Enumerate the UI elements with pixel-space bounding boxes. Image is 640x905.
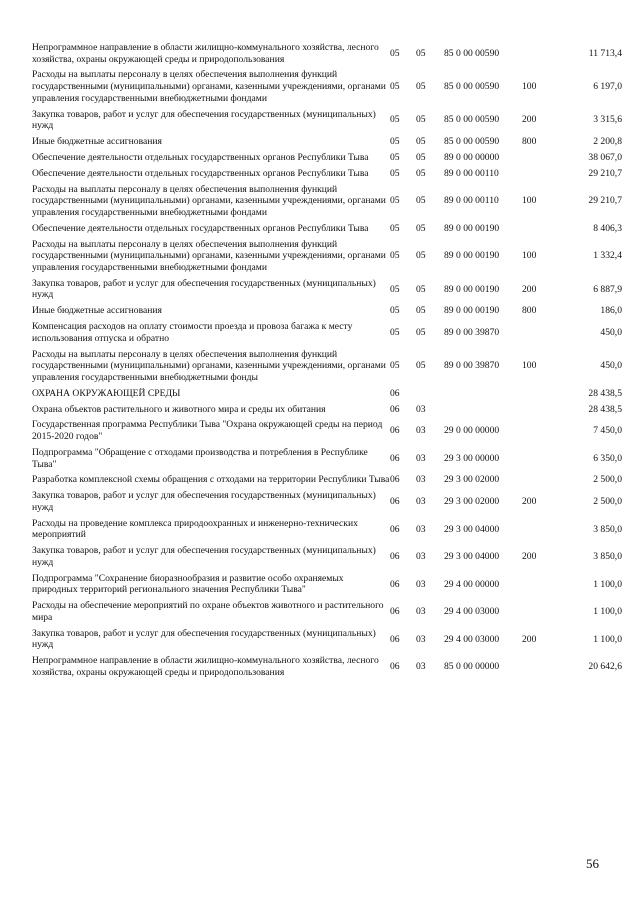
expense-name-cell: Расходы на выплаты персоналу в целях обеспечения выполнения функций государственными (муниципальными) органами, казенными учреждениями, органами управления государственными внебюджетными фондами	[32, 238, 386, 273]
subsection-code-cell: 05	[416, 222, 426, 234]
expense-name-cell: Расходы на выплаты персоналу в целях обеспечения выполнения функций государственными (муниципальными) органами, казенными учреждениями, органами управления государственными внебюджетными фонды	[32, 348, 386, 383]
section-code-cell: 06	[390, 551, 400, 563]
table-row	[32, 545, 622, 572]
subsection-code-cell: 05	[416, 81, 426, 93]
target-article-code-cell: 89 0 00 00190	[444, 250, 500, 262]
table-row	[32, 184, 622, 223]
target-article-code-cell: 29 0 00 00000	[444, 425, 500, 437]
amount-cell: 29 210,7	[588, 167, 622, 179]
expense-type-code-cell	[522, 573, 558, 600]
expense-type-code-cell: 200	[522, 496, 537, 508]
section-code-cell: 06	[390, 496, 400, 508]
table-row	[32, 136, 622, 152]
expense-type-code-cell: 100	[522, 360, 537, 372]
subsection-code-cell: 05	[416, 47, 426, 59]
target-article-code-cell: 85 0 00 00590	[444, 47, 500, 59]
expense-type-code-cell	[522, 321, 558, 348]
table-row	[32, 404, 622, 420]
subsection-code-cell: 03	[416, 661, 426, 673]
expense-name-cell: Расходы на проведение комплекса природоохранных и инженерно-технических мероприятий	[32, 517, 358, 541]
budget-table-body	[32, 42, 622, 683]
amount-cell: 1 332,4	[593, 250, 622, 262]
section-code-cell: 06	[390, 403, 400, 415]
expense-type-code-cell: 800	[522, 305, 537, 317]
target-article-code-cell: 85 0 00 00000	[444, 661, 500, 673]
expense-name-cell: Подпрограмма "Сохранение биоразнообразия и развитие особо охраняемых природных территорий регионального значения Республики Тыва"	[32, 572, 344, 596]
section-code-cell: 06	[390, 633, 400, 645]
target-article-code-cell: 29 4 00 00000	[444, 578, 500, 590]
subsection-code-cell: 05	[416, 360, 426, 372]
expense-type-code-cell: 200	[522, 551, 537, 563]
section-code-cell: 06	[390, 523, 400, 535]
amount-cell: 20 642,6	[588, 661, 622, 673]
target-article-code-cell: 29 3 00 02000	[444, 496, 500, 508]
table-row	[32, 447, 622, 474]
budget-table	[32, 42, 622, 683]
amount-cell: 7 450,0	[593, 425, 622, 437]
target-article-code-cell: 89 0 00 00000	[444, 151, 500, 163]
subsection-code-cell: 05	[416, 250, 426, 262]
expense-name-cell: Обеспечение деятельности отдельных государственных органов Республики Тыва	[32, 151, 369, 163]
amount-cell: 8 406,3	[593, 222, 622, 234]
target-article-code-cell: 29 3 00 04000	[444, 523, 500, 535]
amount-cell: 11 713,4	[588, 47, 622, 59]
table-row	[32, 239, 622, 278]
subsection-code-cell: 03	[416, 606, 426, 618]
expense-name-cell: Непрограммное направление в области жилищно-коммунального хозяйства, лесного хозяйства, охраны окружающей среды и природопользования	[32, 655, 379, 678]
target-article-code-cell: 29 3 00 04000	[444, 551, 500, 563]
expense-name-cell: Расходы на выплаты персоналу в целях обеспечения выполнения функций государственными (муниципальными) органами, казенными учреждениями, органами управления государственными внебюджетными фондами	[32, 183, 386, 218]
target-article-code-cell: 89 0 00 00110	[444, 195, 499, 207]
subsection-code-cell: 05	[416, 305, 426, 317]
expense-name-cell: Обеспечение деятельности отдельных государственных органов Республики Тыва	[32, 222, 369, 234]
target-article-code-cell	[444, 404, 522, 420]
expense-name-cell: Закупка товаров, работ и услуг для обеспечения государственных (муниципальных) нужд	[32, 277, 376, 301]
subsection-code-cell: 03	[416, 551, 426, 563]
target-article-code-cell: 29 4 00 03000	[444, 606, 500, 618]
section-code-cell: 06	[390, 661, 400, 673]
amount-cell: 450,0	[600, 360, 622, 372]
target-article-code-cell: 29 3 00 00000	[444, 452, 500, 464]
amount-cell: 29 210,7	[588, 195, 622, 207]
expense-type-code-cell	[522, 388, 558, 404]
target-article-code-cell: 89 0 00 00190	[444, 305, 500, 317]
target-article-code-cell: 85 0 00 00590	[444, 136, 500, 148]
subsection-code-cell: 05	[416, 195, 426, 207]
expense-name-cell: Компенсация расходов на оплату стоимости проезда и провоза багажа к месту использования отпуска и обратно	[32, 321, 353, 344]
subsection-code-cell: 03	[416, 452, 426, 464]
amount-cell: 28 438,5	[588, 387, 622, 399]
amount-cell: 3 315,6	[593, 114, 622, 126]
section-code-cell: 06	[390, 425, 400, 437]
subsection-code-cell: 03	[416, 578, 426, 590]
subsection-code-cell: 03	[416, 474, 426, 486]
expense-type-code-cell	[522, 404, 558, 420]
table-row	[32, 518, 622, 545]
expense-name-cell: Охрана объектов растительного и животного мира и среды их обитания	[32, 403, 326, 415]
subsection-code-cell: 05	[416, 114, 426, 126]
expense-type-code-cell: 200	[522, 114, 537, 126]
expense-name-cell: Иные бюджетные ассигнования	[32, 136, 162, 148]
amount-cell: 2 500,0	[593, 474, 622, 486]
expense-name-cell: Подпрограмма "Обращение с отходами производства и потребления в Республике Тыва"	[32, 446, 368, 470]
amount-cell: 3 850,0	[593, 551, 622, 563]
table-row	[32, 388, 622, 404]
expense-type-code-cell	[522, 447, 558, 474]
amount-cell: 1 100,0	[593, 578, 622, 590]
target-article-code-cell: 29 3 00 02000	[444, 474, 500, 486]
section-code-cell: 05	[390, 114, 400, 126]
section-code-cell: 05	[390, 167, 400, 179]
table-row	[32, 305, 622, 321]
amount-cell: 6 197,0	[593, 81, 622, 93]
expense-name-cell: Закупка товаров, работ и услуг для обеспечения государственных (муниципальных) нужд	[32, 545, 376, 568]
table-row	[32, 573, 622, 600]
subsection-code-cell: 05	[416, 283, 426, 295]
expense-type-code-cell: 200	[522, 283, 537, 295]
expense-type-code-cell: 800	[522, 136, 537, 148]
target-article-code-cell: 89 0 00 39870	[444, 326, 500, 338]
table-row	[32, 628, 622, 655]
expense-type-code-cell: 200	[522, 633, 537, 645]
amount-cell: 186,0	[600, 305, 622, 317]
expense-name-cell: Закупка товаров, работ и услуг для обеспечения государственных (муниципальных) нужд	[32, 627, 376, 651]
expense-type-code-cell	[522, 42, 558, 69]
expense-name-cell: Обеспечение деятельности отдельных государственных органов Республики Тыва	[32, 167, 369, 179]
subsection-code-cell: 03	[416, 633, 426, 645]
section-code-cell: 06	[390, 474, 400, 486]
amount-cell: 450,0	[600, 326, 622, 338]
section-code-cell: 06	[390, 578, 400, 590]
expense-type-code-cell: 100	[522, 250, 537, 262]
section-code-cell: 05	[390, 81, 400, 93]
amount-cell: 6 887,9	[593, 283, 622, 295]
target-article-code-cell: 89 0 00 00190	[444, 283, 500, 295]
expense-type-code-cell: 100	[522, 195, 537, 207]
target-article-code-cell: 85 0 00 00590	[444, 114, 500, 126]
section-code-cell: 05	[390, 250, 400, 262]
amount-cell: 28 438,5	[588, 403, 622, 415]
table-row	[32, 109, 622, 136]
table-row	[32, 69, 622, 108]
table-row	[32, 419, 622, 446]
subsection-code-cell: 05	[416, 167, 426, 179]
subsection-code-cell: 03	[416, 496, 426, 508]
table-row	[32, 655, 622, 682]
section-code-cell: 06	[390, 606, 400, 618]
expense-name-cell: Расходы на выплаты персоналу в целях обеспечения выполнения функций государственными (муниципальными) органами, казенными учреждениями, органами управления государственными внебюджетными фондами	[32, 69, 386, 104]
section-code-cell: 05	[390, 360, 400, 372]
table-row	[32, 321, 622, 348]
expense-name-cell: Непрограммное направление в области жилищно-коммунального хозяйства, лесного хозяйства, охраны окружающей среды и природопользования	[32, 42, 379, 65]
expense-type-code-cell	[522, 419, 558, 446]
subsection-code-cell: 03	[416, 403, 426, 415]
amount-cell: 3 850,0	[593, 523, 622, 535]
subsection-code-cell	[416, 388, 444, 404]
amount-cell: 6 350,0	[593, 452, 622, 464]
table-row	[32, 349, 622, 388]
expense-type-code-cell	[522, 152, 558, 168]
target-article-code-cell: 29 4 00 03000	[444, 633, 500, 645]
expense-name-cell: Государственная программа Республики Тыва "Охрана окружающей среды на период 2015-2020 годов"	[32, 419, 383, 443]
subsection-code-cell: 03	[416, 523, 426, 535]
amount-cell: 1 100,0	[593, 606, 622, 618]
table-row	[32, 474, 622, 490]
section-code-cell: 06	[390, 387, 400, 399]
expense-type-code-cell	[522, 518, 558, 545]
section-code-cell: 05	[390, 326, 400, 338]
section-code-cell: 05	[390, 305, 400, 317]
subsection-code-cell: 05	[416, 151, 426, 163]
table-row	[32, 278, 622, 305]
expense-name-cell: Закупка товаров, работ и услуг для обеспечения государственных (муниципальных) нужд	[32, 490, 376, 513]
section-code-cell: 05	[390, 195, 400, 207]
amount-cell: 38 067,0	[588, 151, 622, 163]
expense-type-code-cell	[522, 655, 558, 682]
subsection-code-cell: 03	[416, 425, 426, 437]
section-code-cell: 06	[390, 452, 400, 464]
expense-type-code-cell	[522, 600, 558, 627]
target-article-code-cell	[444, 388, 522, 404]
expense-name-cell: ОХРАНА ОКРУЖАЮЩЕЙ СРЕДЫ	[32, 387, 181, 399]
page-number: 56	[586, 856, 599, 871]
amount-cell: 1 100,0	[593, 633, 622, 645]
expense-type-code-cell	[522, 474, 558, 490]
section-code-cell: 05	[390, 151, 400, 163]
amount-cell: 2 200,8	[593, 136, 622, 148]
section-code-cell: 05	[390, 136, 400, 148]
expense-name-cell: Закупка товаров, работ и услуг для обеспечения государственных (муниципальных) нужд	[32, 108, 376, 132]
amount-cell: 2 500,0	[593, 496, 622, 508]
expense-type-code-cell: 100	[522, 81, 537, 93]
target-article-code-cell: 89 0 00 00190	[444, 222, 500, 234]
table-row	[32, 42, 622, 69]
table-row	[32, 168, 622, 184]
table-row	[32, 600, 622, 627]
section-code-cell: 05	[390, 47, 400, 59]
table-row	[32, 490, 622, 517]
expense-name-cell: Иные бюджетные ассигнования	[32, 305, 162, 317]
target-article-code-cell: 85 0 00 00590	[444, 81, 500, 93]
section-code-cell: 05	[390, 222, 400, 234]
expense-name-cell: Расходы на обеспечение мероприятий по охране объектов животного и растительного мира	[32, 600, 384, 623]
expense-type-code-cell	[522, 168, 558, 184]
expense-name-cell: Разработка комплексной схемы обращения с отходами на территории Республики Тыва	[32, 474, 390, 486]
target-article-code-cell: 89 0 00 00110	[444, 167, 499, 179]
section-code-cell: 05	[390, 283, 400, 295]
subsection-code-cell: 05	[416, 136, 426, 148]
expense-type-code-cell	[522, 223, 558, 239]
table-row	[32, 152, 622, 168]
table-row	[32, 223, 622, 239]
subsection-code-cell: 05	[416, 326, 426, 338]
target-article-code-cell: 89 0 00 39870	[444, 360, 500, 372]
